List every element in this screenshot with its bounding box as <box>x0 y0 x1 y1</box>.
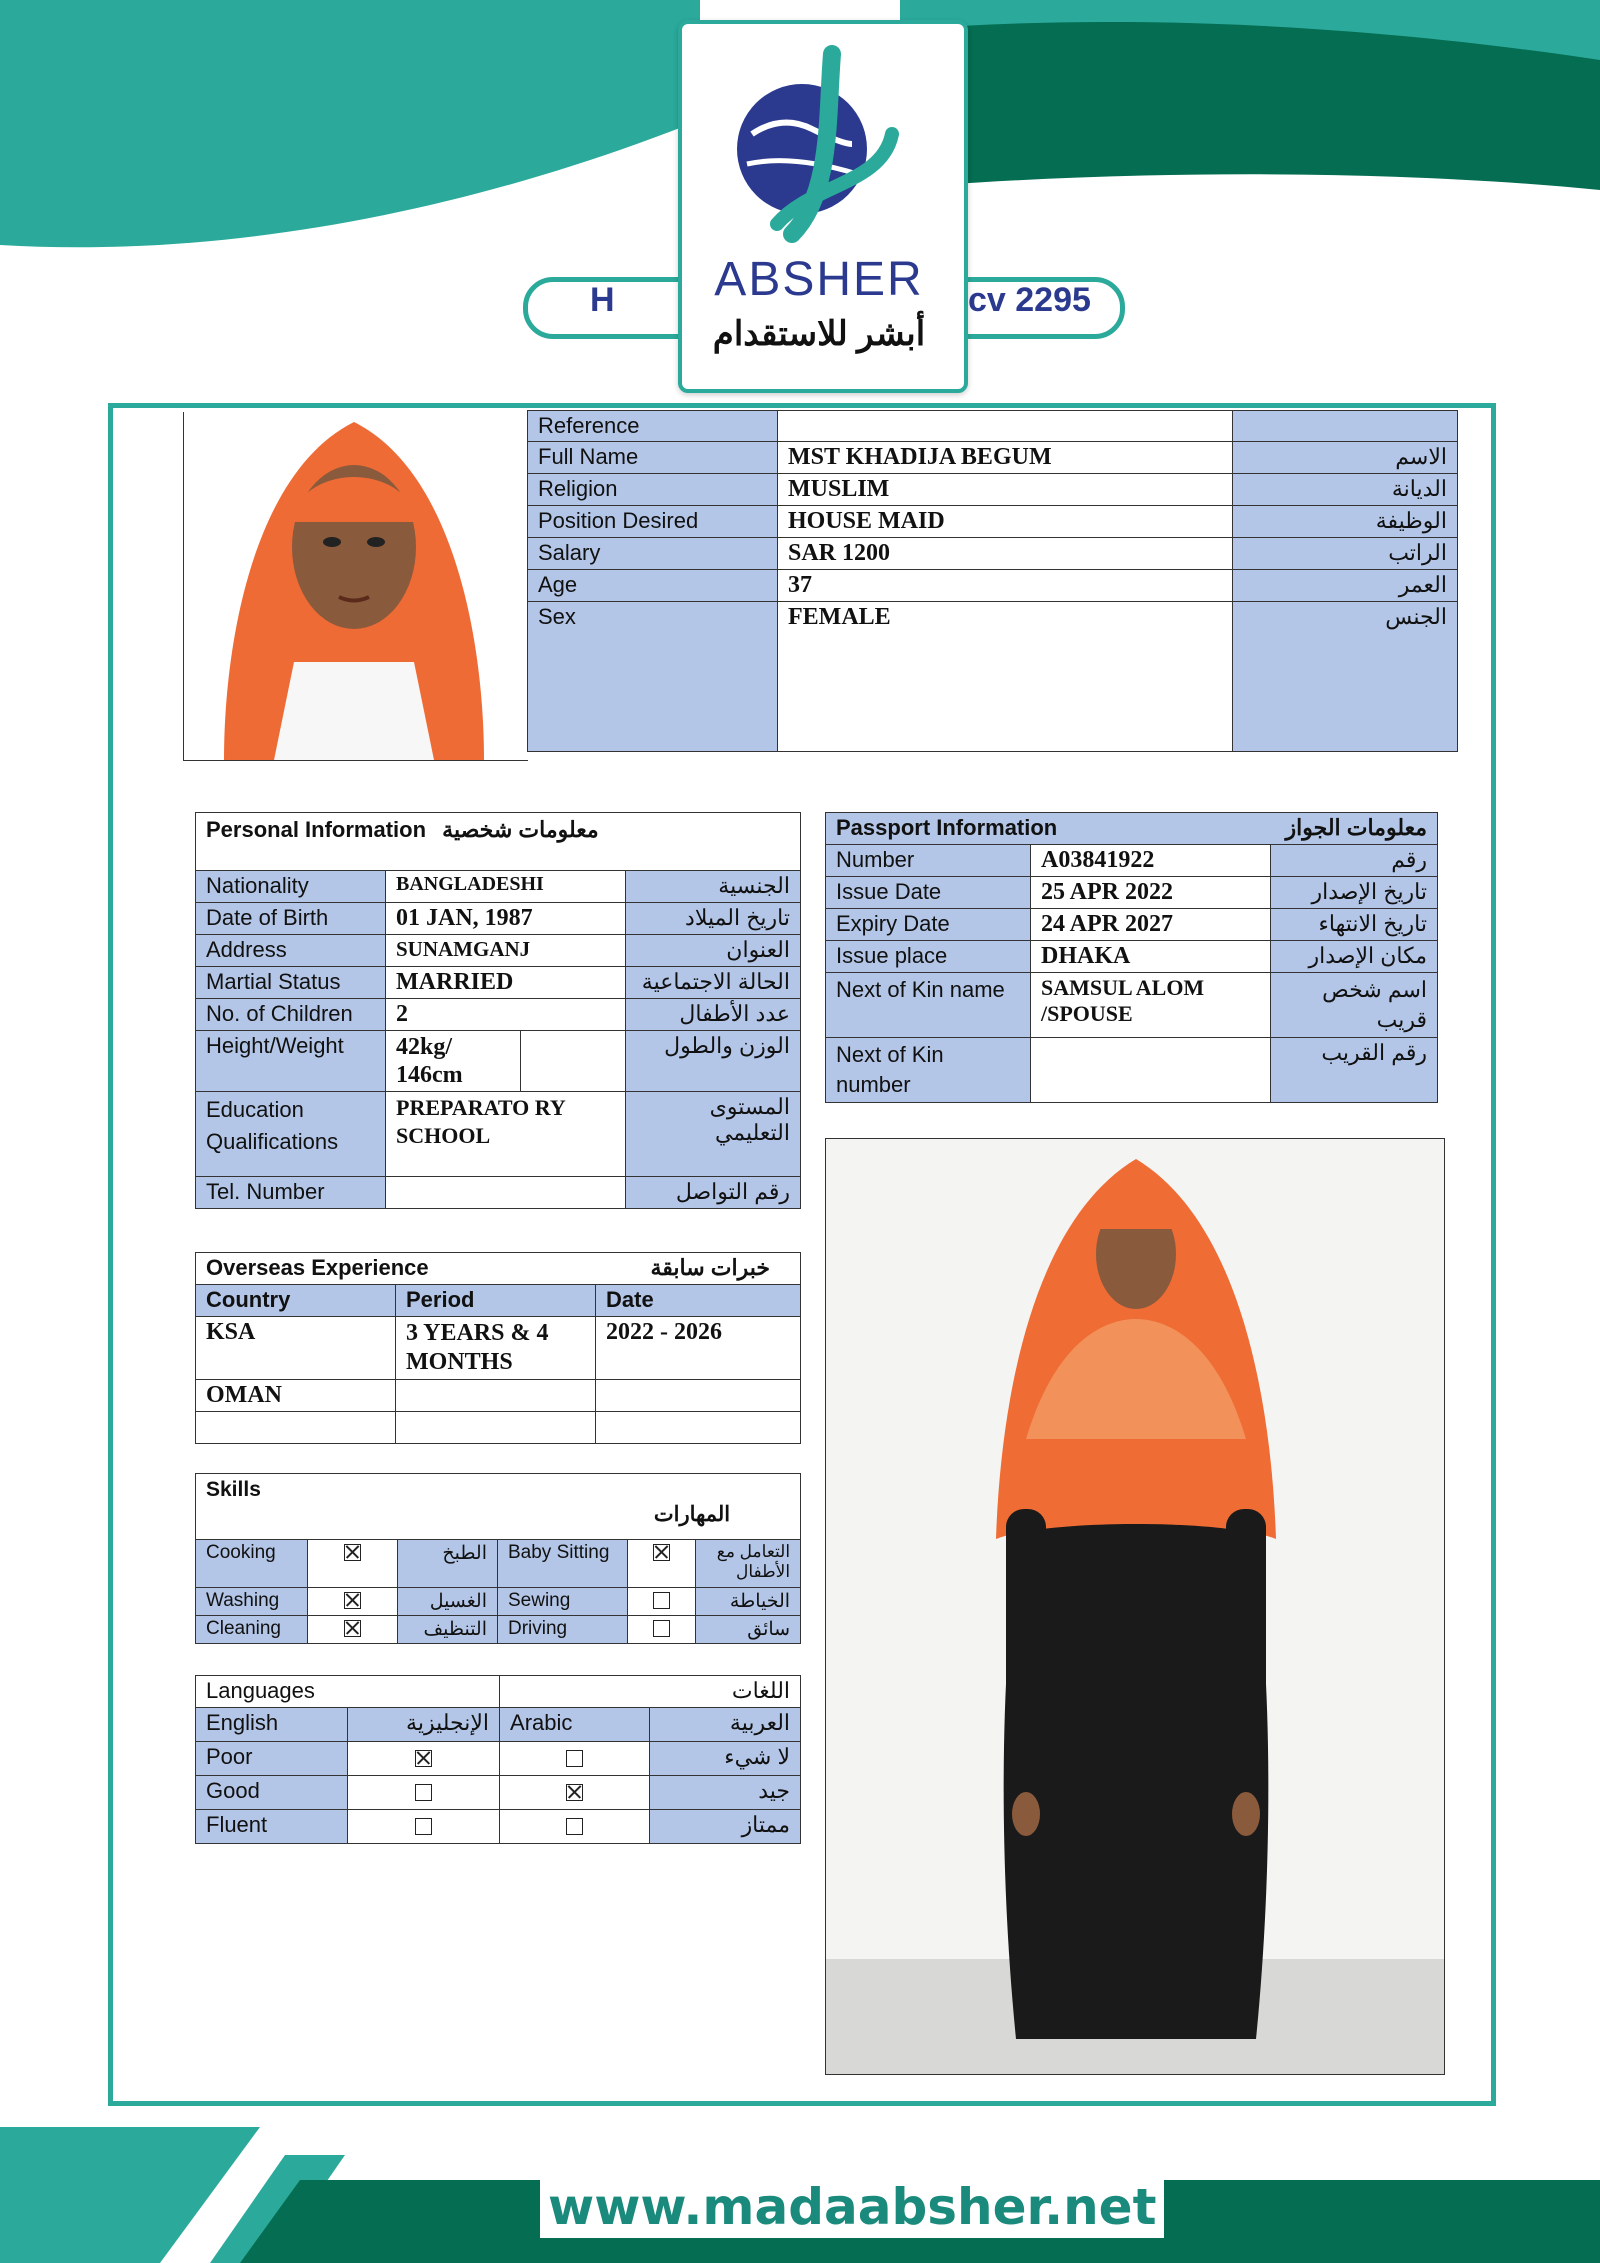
level-good: Good <box>196 1776 348 1810</box>
lang-english-ar: الإنجليزية <box>348 1708 500 1742</box>
ar-religion: الديانة <box>1233 474 1458 506</box>
full-body-photo <box>825 1138 1445 2075</box>
checkbox-english-poor-icon <box>415 1750 432 1767</box>
passport-info-table <box>825 812 1438 1103</box>
label-passport-number: Number <box>826 845 1031 877</box>
skill-sewing-ar: الخياطة <box>696 1588 801 1616</box>
languages-title-en: Languages <box>196 1676 500 1708</box>
value-passport-number: A03841922 <box>1031 845 1271 877</box>
overseas-title-en: Overseas Experience <box>206 1255 429 1280</box>
personal-title-en: Personal Information <box>206 817 427 842</box>
label-kin-number: Next of Kin number <box>826 1038 1031 1103</box>
label-marital: Martial Status <box>196 967 386 999</box>
skill-washing-ar: الغسيل <box>398 1588 498 1616</box>
label-position: Position Desired <box>528 506 778 538</box>
ar-issue-place: مكان الإصدار <box>1271 941 1438 973</box>
level-poor-ar: لا شيء <box>650 1742 801 1776</box>
header-period: Period <box>396 1285 596 1317</box>
ar-marital: الحالة الاجتماعية <box>626 967 801 999</box>
value-age: 37 <box>778 570 1233 602</box>
ar-dob: تاريخ الميلاد <box>626 903 801 935</box>
skill-baby-sitting: Baby Sitting <box>498 1540 628 1588</box>
header-country: Country <box>196 1285 396 1317</box>
ar-passport-number: رقم <box>1271 845 1438 877</box>
label-height-weight: Height/Weight <box>196 1031 386 1092</box>
exp-country-3 <box>196 1412 396 1444</box>
ar-reference <box>1233 411 1458 442</box>
skill-cleaning-ar: التنظيف <box>398 1616 498 1644</box>
checkbox-arabic-fluent-icon <box>566 1818 583 1835</box>
code-right: cv 2295 <box>968 281 1091 319</box>
skills-title-ar: المهارات <box>653 1503 731 1526</box>
ar-kin-name: اسم شخص قريب <box>1271 973 1438 1038</box>
personal-title-ar: معلومات شخصية <box>442 817 599 842</box>
ar-address: العنوان <box>626 935 801 967</box>
label-issue-date: Issue Date <box>826 877 1031 909</box>
skills-title-en: Skills <box>206 1478 261 1501</box>
level-fluent-ar: ممتاز <box>650 1810 801 1844</box>
skill-cooking: Cooking <box>196 1540 308 1588</box>
skill-driving-ar: سائق <box>696 1616 801 1644</box>
portrait-photo <box>183 412 528 761</box>
ar-issue-date: تاريخ الإصدار <box>1271 877 1438 909</box>
ar-nationality: الجنسية <box>626 871 801 903</box>
passport-title-en: Passport Information <box>836 815 1058 840</box>
value-issue-place: DHAKA <box>1031 941 1271 973</box>
skills-table <box>195 1473 801 1644</box>
skill-driving: Driving <box>498 1616 628 1644</box>
value-kin-name: SAMSUL ALOM /SPOUSE <box>1031 973 1271 1038</box>
exp-date-3 <box>596 1412 801 1444</box>
value-children: 2 <box>386 999 626 1031</box>
value-expiry-date: 24 APR 2027 <box>1031 909 1271 941</box>
label-tel: Tel. Number <box>196 1177 386 1209</box>
checkbox-sewing-icon <box>653 1592 670 1609</box>
label-reference: Reference <box>528 411 778 442</box>
ar-age: العمر <box>1233 570 1458 602</box>
languages-table <box>195 1675 801 1844</box>
level-poor: Poor <box>196 1742 348 1776</box>
checkbox-baby-sitting-icon <box>653 1544 670 1561</box>
personal-info-table <box>195 812 801 1209</box>
exp-period-1: 3 YEARS & 4 MONTHS <box>396 1317 596 1380</box>
lang-arabic-ar: العربية <box>650 1708 801 1742</box>
label-sex: Sex <box>528 602 778 752</box>
label-expiry-date: Expiry Date <box>826 909 1031 941</box>
value-sex: FEMALE <box>778 602 1233 752</box>
value-tel <box>386 1177 626 1209</box>
exp-date-2 <box>596 1380 801 1412</box>
label-religion: Religion <box>528 474 778 506</box>
lang-arabic-label: Arabic <box>500 1708 650 1742</box>
ar-kin-number: رقم القريب <box>1271 1038 1438 1103</box>
value-religion: MUSLIM <box>778 474 1233 506</box>
value-dob: 01 JAN, 1987 <box>386 903 626 935</box>
level-good-ar: جيد <box>650 1776 801 1810</box>
label-age: Age <box>528 570 778 602</box>
ar-education: المستوى التعليمي <box>626 1092 801 1177</box>
exp-country-2: OMAN <box>196 1380 396 1412</box>
ar-tel: رقم التواصل <box>626 1177 801 1209</box>
value-issue-date: 25 APR 2022 <box>1031 877 1271 909</box>
logo-arabic: أبشر للاستقدام <box>712 315 926 353</box>
value-reference <box>778 411 1233 442</box>
ar-height-weight: الوزن والطول <box>626 1031 801 1092</box>
checkbox-english-good-icon <box>415 1784 432 1801</box>
ar-sex: الجنس <box>1233 602 1458 752</box>
value-salary: SAR 1200 <box>778 538 1233 570</box>
value-nationality: BANGLADESHI <box>386 871 626 903</box>
exp-period-3 <box>396 1412 596 1444</box>
value-position: HOUSE MAID <box>778 506 1233 538</box>
exp-country-1: KSA <box>196 1317 396 1380</box>
label-address: Address <box>196 935 386 967</box>
checkbox-driving-icon <box>653 1620 670 1637</box>
label-education: Education Qualifications <box>196 1092 386 1177</box>
passport-title-ar: معلومات الجواز <box>1285 815 1428 840</box>
label-children: No. of Children <box>196 999 386 1031</box>
main-info-table <box>527 410 1458 752</box>
value-marital: MARRIED <box>386 967 626 999</box>
exp-period-2 <box>396 1380 596 1412</box>
exp-date-1: 2022 - 2026 <box>596 1317 801 1380</box>
checkbox-washing-icon <box>344 1592 361 1609</box>
skill-cleaning: Cleaning <box>196 1616 308 1644</box>
label-salary: Salary <box>528 538 778 570</box>
ar-expiry-date: تاريخ الانتهاء <box>1271 909 1438 941</box>
value-address: SUNAMGANJ <box>386 935 626 967</box>
code-left: H <box>590 281 615 319</box>
checkbox-cooking-icon <box>344 1544 361 1561</box>
value-height-weight: 42kg/ 146cm <box>386 1031 521 1092</box>
overseas-table <box>195 1252 801 1444</box>
label-issue-place: Issue place <box>826 941 1031 973</box>
skill-washing: Washing <box>196 1588 308 1616</box>
ar-full-name: الاسم <box>1233 442 1458 474</box>
skill-cooking-ar: الطبخ <box>398 1540 498 1588</box>
ar-position: الوظيفة <box>1233 506 1458 538</box>
value-kin-number <box>1031 1038 1271 1103</box>
skill-baby-sitting-ar: التعامل مع الأطفال <box>696 1540 801 1588</box>
value-full-name: MST KHADIJA BEGUM <box>778 442 1233 474</box>
languages-title-ar: اللغات <box>500 1676 801 1708</box>
skill-sewing: Sewing <box>498 1588 628 1616</box>
footer-url[interactable]: www.madaabsher.net <box>540 2176 1164 2238</box>
value-education: PREPARATO RY SCHOOL <box>386 1092 626 1177</box>
checkbox-arabic-good-icon <box>566 1784 583 1801</box>
label-dob: Date of Birth <box>196 903 386 935</box>
overseas-title-ar: خبرات سابقة <box>650 1255 770 1280</box>
level-fluent: Fluent <box>196 1810 348 1844</box>
ar-salary: الراتب <box>1233 538 1458 570</box>
ar-children: عدد الأطفال <box>626 999 801 1031</box>
logo-card <box>678 20 968 393</box>
label-kin-name: Next of Kin name <box>826 973 1031 1038</box>
header-date: Date <box>596 1285 801 1317</box>
label-full-name: Full Name <box>528 442 778 474</box>
checkbox-cleaning-icon <box>344 1620 361 1637</box>
logo-text: ABSHER <box>714 253 924 306</box>
label-nationality: Nationality <box>196 871 386 903</box>
lang-english-label: English <box>196 1708 348 1742</box>
globe-logo-icon <box>682 34 964 274</box>
checkbox-english-fluent-icon <box>415 1818 432 1835</box>
checkbox-arabic-poor-icon <box>566 1750 583 1767</box>
